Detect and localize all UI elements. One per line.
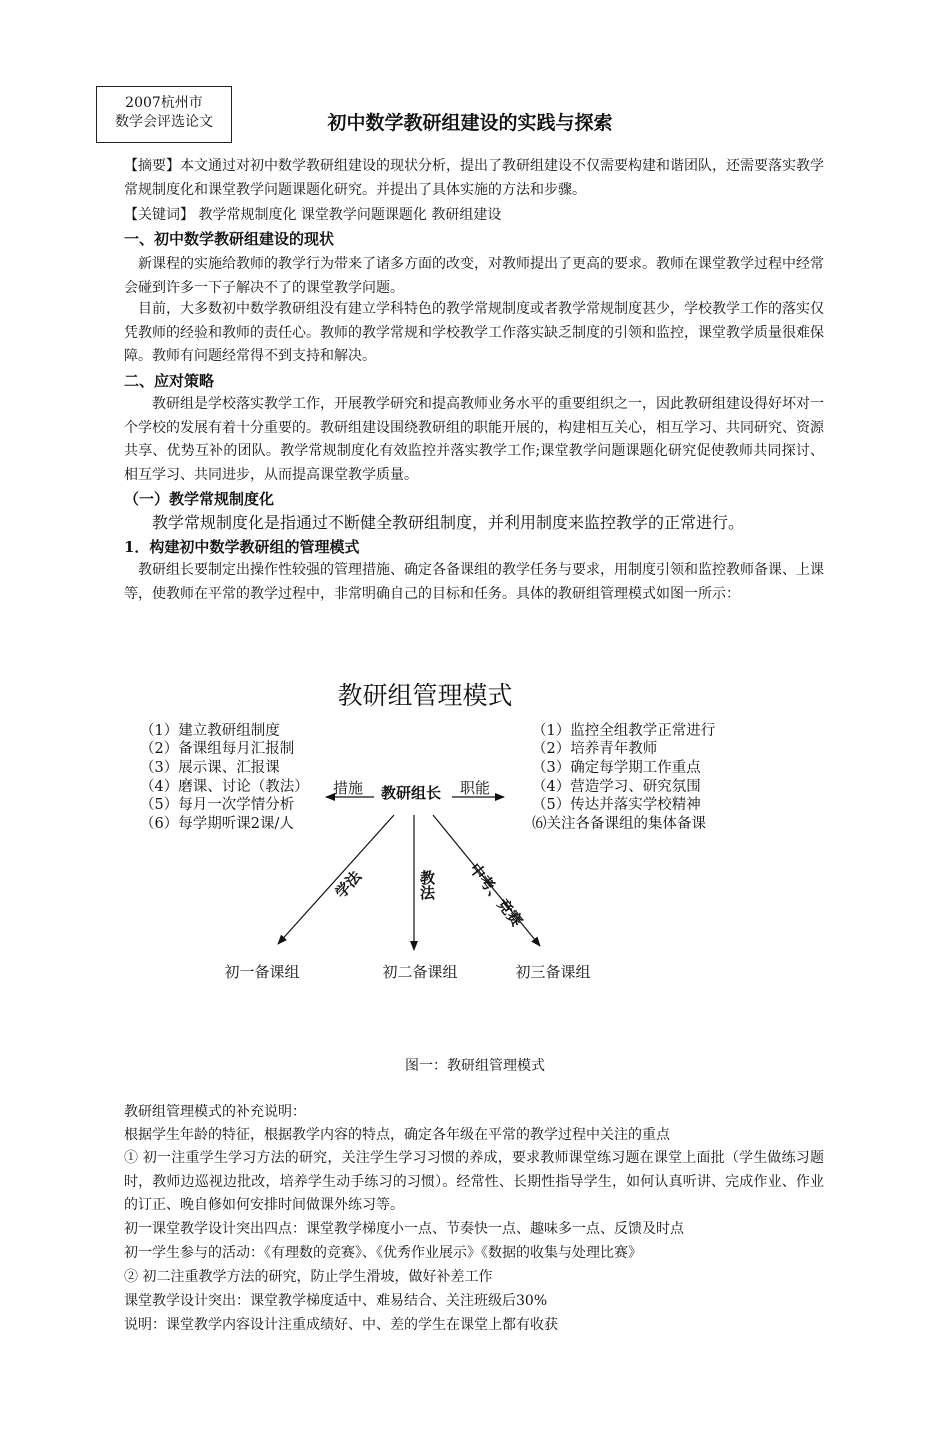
keywords: 【关键词】 教学常规制度化 课堂教学问题课题化 教研组建设 xyxy=(124,207,502,223)
subsection-1-1-heading: 1．构建初中数学教研组的管理模式 xyxy=(124,538,360,556)
branch-label-study-method: 学法 xyxy=(331,867,366,902)
section-2-heading: 二、应对策略 xyxy=(124,372,215,390)
branch-arrow-grade-1 xyxy=(278,815,394,944)
branch-label-exam-competition: 中考、竞赛 xyxy=(465,859,527,931)
branch-label-teaching-method: 教法 xyxy=(418,870,436,900)
section-1-paragraph-1: 新课程的实施给教师的教学行为带来了诸多方面的改变，对教师提出了更高的要求。教师在课堂教学过程中经常会碰到许多一下子解决不了的课堂教学问题。 xyxy=(124,256,824,296)
abstract: 【摘要】本文通过对初中数学教研组建设的现状分析，提出了教研组建设不仅需要构建和谐团队，还需要落实教学常规制度化和课堂教学问题课题化研究。并提出了具体实施的方法和步骤。 xyxy=(124,158,824,198)
grade-2-group-node: 初二备课组 xyxy=(382,963,458,981)
figure-caption: 图一：教研组管理模式 xyxy=(405,1058,545,1074)
right-list-item: （2）培养青年教师 xyxy=(532,741,658,757)
section-2-paragraph-1: 教研组是学校落实教学工作，开展教学研究和提高教师业务水平的重要组织之一，因此教研组建设得好坏对一个学校的发展有着十分重要的。教研组建设围绕教研组的职能开展的，构建相互关心，相互学习、共同研究、资源共享、优势互补的团队。教学常规制度化有效监控并落实教学工作;课堂教学问题课题化研究促使教师共同探讨、相互学习、共同进步，从而提高课堂教学质量。 xyxy=(124,396,824,483)
right-list-item: （5）传达并落实学校精神 xyxy=(532,797,701,813)
grade-1-group-node: 初一备课组 xyxy=(224,963,300,981)
notes-intro: 教研组管理模式的补充说明： xyxy=(124,1104,306,1120)
stamp-line-1: 2007杭州市 xyxy=(125,95,203,111)
functions-arrow-label: 职能 xyxy=(459,779,491,797)
notes-line: 初一学生参与的活动：《有理数的竞赛》、《优秀作业展示》《数据的收集与处理比赛》 xyxy=(124,1245,642,1261)
section-1-paragraph-2: 目前，大多数初中数学教研组没有建立学科特色的教学常规制度或者教学常规制度甚少，学校教学工作的落实仅凭教师的经验和教师的责任心。教师的教学常规和学校教学工作落实缺乏制度的引领和监控，课堂教学质量很难保障。教师有问题经常得不到支持和解决。 xyxy=(124,301,824,364)
diagram-title: 教研组管理模式 xyxy=(337,681,513,710)
notes-line: 说明：课堂教学内容设计注重成绩好、中、差的学生在课堂上都有收获 xyxy=(124,1317,558,1333)
subsection-1-1-paragraph: 教研组长要制定出操作性较强的管理措施、确定各备课组的教学任务与要求，用制度引领和监控教师备课、上课等，使教师在平常的教学过程中，非常明确自己的目标和任务。具体的教研组管理模式如图一所示： xyxy=(124,562,824,602)
right-list-item: ⑹关注各备课组的集体备课 xyxy=(532,816,706,832)
subsection-1-paragraph: 教学常规制度化是指通过不断健全教研组制度，并利用制度来监控教学的正常进行。 xyxy=(152,513,745,532)
notes-line: 课堂教学设计突出：课堂教学梯度适中、难易结合、关注班级后30% xyxy=(124,1293,548,1309)
grade-3-group-node: 初三备课组 xyxy=(515,963,591,981)
measures-arrow-label: 措施 xyxy=(332,779,364,797)
left-list-item: （2）备课组每月汇报制 xyxy=(140,741,295,757)
notes-line: 初一课堂教学设计突出四点：课堂教学梯度小一点、节奏快一点、趣味多一点、反馈及时点 xyxy=(124,1221,684,1237)
paper-title: 初中数学教研组建设的实践与探索 xyxy=(327,112,613,134)
right-functions-list xyxy=(532,722,716,832)
subsection-1-heading: （一）教学常规制度化 xyxy=(124,490,275,508)
left-measures-list xyxy=(140,721,309,832)
left-list-item: （3）展示课、汇报课 xyxy=(140,760,280,776)
left-list-item: （4）磨课、讨论（教法） xyxy=(140,779,309,795)
notes-grade-2-focus: ② 初二注重教学方法的研究，防止学生滑坡，做好补差工作 xyxy=(124,1269,493,1285)
stamp-line-2: 数学会评选论文 xyxy=(115,114,213,130)
left-list-item: （6）每学期听课2课/人 xyxy=(140,816,294,832)
notes-grade-1-focus: ① 初一注重学生学习方法的研究，关注学生学习习惯的养成，要求教师课堂练习题在课堂上面批（学生做练习题时，教师边巡视边批改，培养学生动手练习的习惯）。经常性、长期性指导学生，如何认真听讲、完成作业、作业的订正、晚自修如何安排时间做课外练习等。 xyxy=(124,1150,824,1213)
left-list-item: （5）每月一次学情分析 xyxy=(140,797,295,813)
right-list-item: （3）确定每学期工作重点 xyxy=(532,760,701,776)
center-node-label: 教研组长 xyxy=(380,784,442,802)
right-list-item: （4）营造学习、研究氛围 xyxy=(532,779,701,795)
right-list-item: （1）监控全组教学正常进行 xyxy=(532,723,716,739)
section-1-heading: 一、初中数学教研组建设的现状 xyxy=(124,230,335,248)
left-list-item: （1）建立教研组制度 xyxy=(140,723,280,739)
notes-line: 根据学生年龄的特征，根据教学内容的特点，确定各年级在平常的教学过程中关注的重点 xyxy=(124,1127,670,1143)
